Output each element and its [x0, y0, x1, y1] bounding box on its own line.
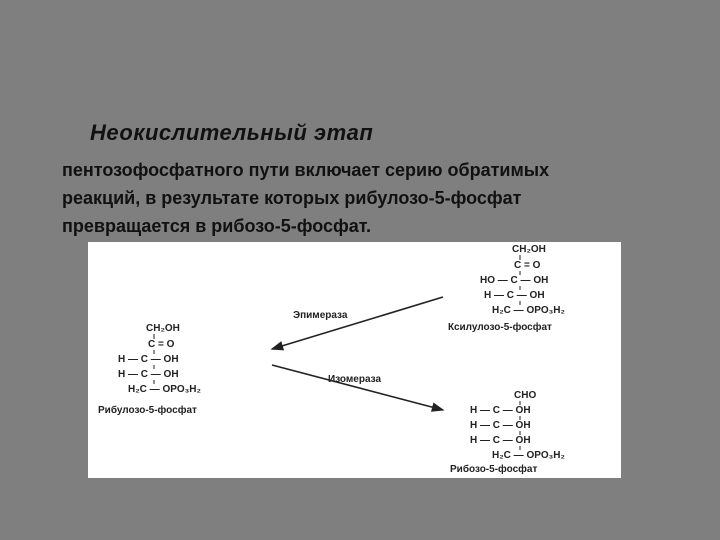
- xylulose-caption: Ксилулозо-5-фосфат: [448, 322, 552, 333]
- reaction-diagram: [88, 242, 621, 478]
- slide-body-text: [62, 156, 702, 240]
- ribose-caption: Рибозо-5-фосфат: [450, 464, 538, 475]
- ribulose-caption: Рибулозо-5-фосфат: [98, 405, 197, 416]
- ribose-structure: [450, 390, 565, 475]
- ribulose-structure: [98, 323, 201, 416]
- ribose-line-1: CHO: [514, 390, 537, 401]
- body-line-2: реакций, в результате которых рибулозо-5-фосфат: [62, 188, 522, 208]
- ribulose-line-1: CH₂OH: [146, 323, 180, 334]
- body-line-1: пентозофосфатного пути включает серию обратимых: [62, 160, 550, 180]
- isomerase-label: Изомераза: [328, 374, 382, 385]
- body-line-3: превращается в рибозо-5-фосфат.: [62, 216, 372, 236]
- ribose-line-5: H₂C — OPO₃H₂: [492, 450, 565, 461]
- slide-heading: Неокислительный этап: [90, 120, 374, 145]
- ribulose-line-2: C = O: [148, 339, 175, 350]
- isomerase-arrow: [272, 365, 443, 410]
- xylulose-line-3: HO — C — OH: [480, 275, 549, 286]
- xylulose-structure: [448, 244, 565, 333]
- xylulose-line-4: H — C — OH: [484, 290, 545, 301]
- ribose-line-2: H — C — OH: [470, 405, 531, 416]
- ribose-line-3: H — C — OH: [470, 420, 531, 431]
- epimerase-arrow: [272, 297, 443, 349]
- ribulose-line-5: H₂C — OPO₃H₂: [128, 384, 201, 395]
- ribulose-line-3: H — C — OH: [118, 354, 179, 365]
- epimerase-label: Эпимераза: [293, 310, 348, 321]
- ribulose-line-4: H — C — OH: [118, 369, 179, 380]
- reaction-diagram-svg: [88, 242, 621, 478]
- xylulose-line-2: C = O: [514, 260, 541, 271]
- ribose-line-4: H — C — OH: [470, 435, 531, 446]
- xylulose-line-1: CH₂OH: [512, 244, 546, 255]
- xylulose-line-5: H₂C — OPO₃H₂: [492, 305, 565, 316]
